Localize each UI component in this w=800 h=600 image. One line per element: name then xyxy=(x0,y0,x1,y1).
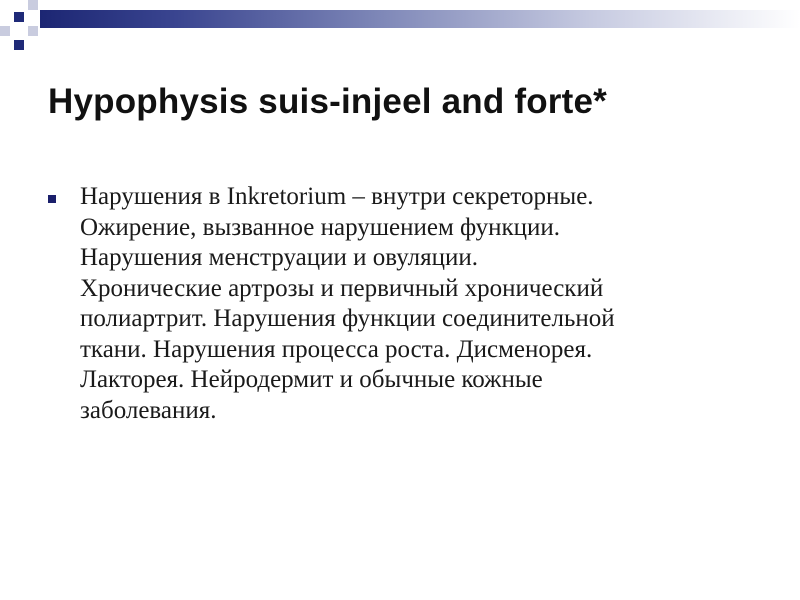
square-bullet-icon xyxy=(48,195,56,203)
corner-square-dark-2 xyxy=(14,40,24,50)
bullet-item xyxy=(48,182,768,426)
top-gradient-bar xyxy=(40,10,800,28)
corner-square-light-3 xyxy=(28,26,38,36)
bullet-text-line: Лакторея. Нейродермит и обычные кожные xyxy=(80,366,543,393)
bullet-text-line: Нарушения в Inkretorium – внутри секреторные. xyxy=(80,183,594,210)
bullet-list xyxy=(48,182,768,426)
corner-square-dark-1 xyxy=(14,12,24,22)
bullet-text-line: Нарушения менструации и овуляции. xyxy=(80,244,478,271)
slide-title: Hypophysis suis-injeel and forte* xyxy=(48,82,607,121)
corner-square-light-1 xyxy=(28,0,38,10)
bullet-text-line: ткани. Нарушения процесса роста. Дисменорея. xyxy=(80,335,593,363)
bullet-text-line: Ожирение, вызванное нарушением функции. xyxy=(80,213,561,241)
bullet-text-line: Хронические артрозы и первичный хронический xyxy=(80,274,604,302)
corner-square-light-2 xyxy=(0,26,10,36)
bullet-text-line: заболевания. xyxy=(80,396,217,424)
bullet-text-line: полиартрит. Нарушения функции соединительной xyxy=(80,305,615,332)
